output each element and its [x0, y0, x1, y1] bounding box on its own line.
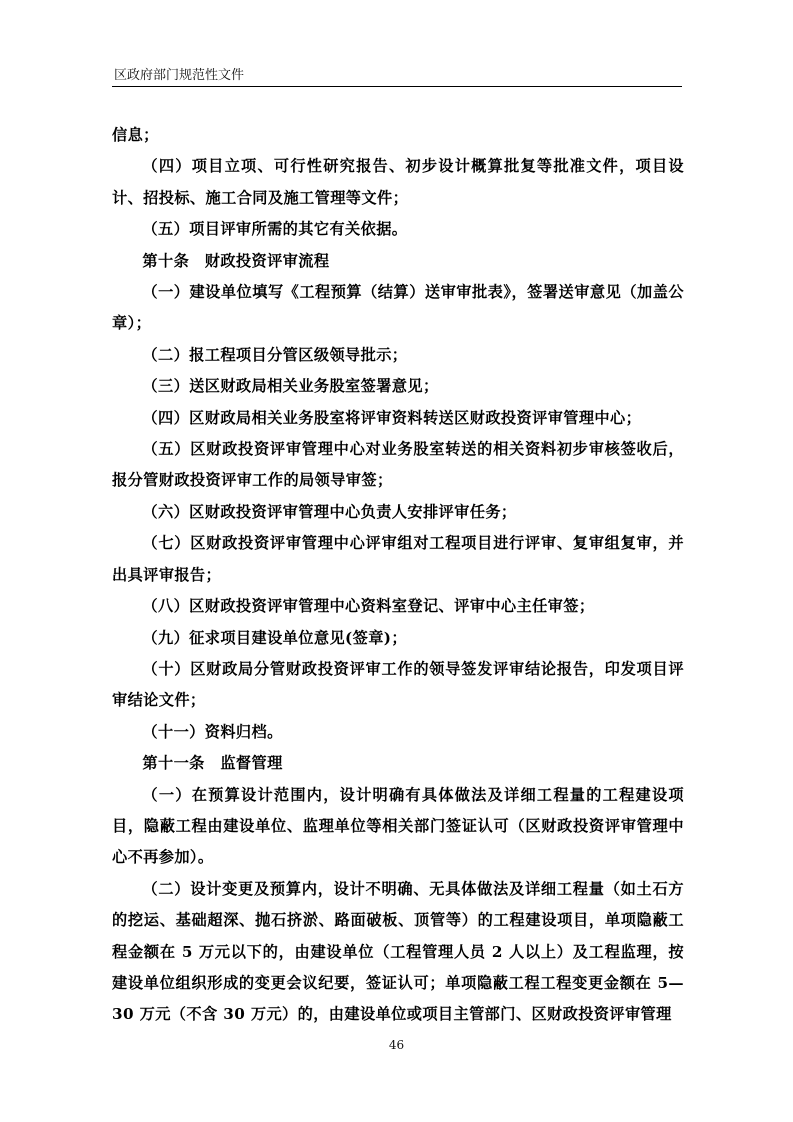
- paragraph: （十一）资料归档。: [142, 722, 283, 741]
- paragraph: 信息；: [112, 126, 159, 144]
- paragraph: （二）报工程项目分管区级领导批示；: [142, 345, 408, 364]
- paragraph: （六）区财政投资评审管理中心负责人安排评审任务；: [142, 502, 517, 521]
- article-heading: 第十条 财政投资评审流程: [142, 251, 330, 270]
- page-header: [112, 64, 682, 87]
- paragraph: （五）项目评审所需的其它有关依据。: [142, 220, 408, 239]
- paragraph: （四）区财政局相关业务股室将评审资料转送区财政投资评审管理中心；: [142, 408, 642, 427]
- paragraph: （二）设计变更及预算内，设计不明确、无具体做法及详细工程量（如土石方的挖运、基础超深、抛石挤淤、路面破板、顶管等）的工程建设项目，单项隐蔽工程金额在 5 万元以下的，由建设单位（工程管理人员 2 人以上）及工程监理，按建设单位组织形成的变更会议纪要，签证认可；单项隐蔽工程工程变更金额在 5—30 万元（不含 30 万元）的，由建设单位或项目主管部门、区财政投资评审管理: [112, 879, 684, 1024]
- paragraph: （一）建设单位填写《工程预算（结算）送审审批表》，签署送审意见（加盖公章）；: [112, 283, 684, 333]
- article-heading: 第十一条 监督管理: [142, 754, 283, 773]
- paragraph: （九）征求项目建设单位意见(签章)；: [142, 628, 407, 647]
- paragraph: （十）区财政局分管财政投资评审工作的领导签发评审结论报告，印发项目评审结论文件；: [112, 659, 684, 710]
- paragraph: （七）区财政投资评审管理中心评审组对工程项目进行评审、复审组复审，并出具评审报告；: [112, 534, 684, 584]
- paragraph: （一）在预算设计范围内，设计明确有具体做法及详细工程量的工程建设项目，隐蔽工程由建设单位、监理单位等相关部门签证认可（区财政投资评审管理中心不再参加）。: [112, 785, 684, 867]
- document-body: [112, 120, 684, 1031]
- paragraph: （三）送区财政局相关业务股室签署意见；: [142, 377, 439, 396]
- paragraph: （四）项目立项、可行性研究报告、初步设计概算批复等批准文件，项目设计、招投标、施工合同及施工管理等文件；: [112, 157, 684, 207]
- header-title: 区政府部门规范性文件: [114, 68, 245, 83]
- paragraph: （五）区财政投资评审管理中心对业务股室转送的相关资料初步审核签收后，报分管财政投资评审工作的局领导审签；: [112, 440, 684, 490]
- page-number: 46: [388, 1038, 405, 1052]
- paragraph: （八）区财政投资评审管理中心资料室登记、评审中心主任审签；: [142, 597, 595, 616]
